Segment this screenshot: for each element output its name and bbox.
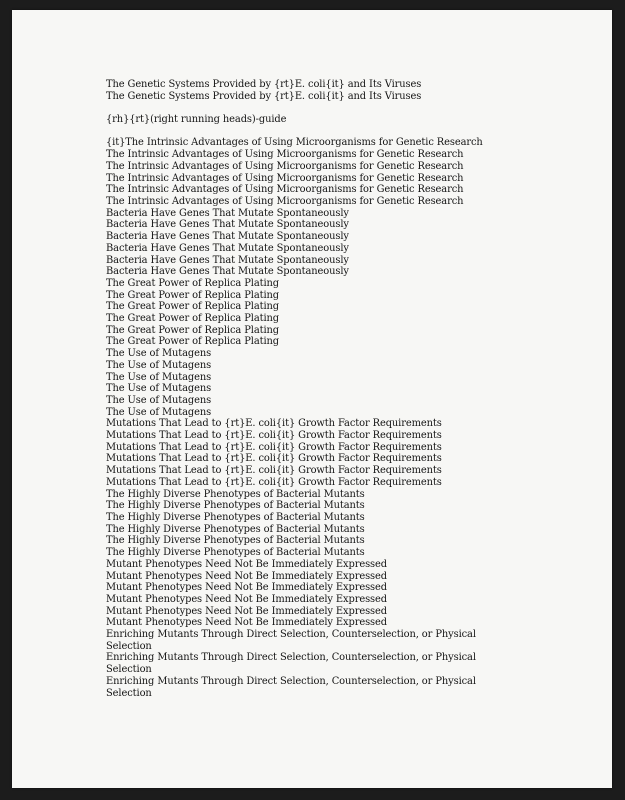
heading-line: {it}The Intrinsic Advantages of Using Microorganisms for Genetic Research [106, 137, 483, 149]
heading-line: Mutant Phenotypes Need Not Be Immediately Expressed [106, 570, 387, 582]
heading-line: The Use of Mutagens [106, 394, 212, 406]
wrapped-heading-line: Enriching Mutants Through Direct Selection, Counterselection, or Physical Selection [106, 675, 476, 699]
guide-line: {rh}{rt}(right running heads)-guide [106, 114, 287, 126]
heading-line: The Use of Mutagens [106, 371, 212, 383]
heading-line: The Intrinsic Advantages of Using Microorganisms for Genetic Research [106, 160, 464, 172]
heading-line: Mutant Phenotypes Need Not Be Immediately Expressed [106, 605, 387, 617]
heading-line: Mutations That Lead to {rt}E. coli{it} Growth Factor Requirements [106, 465, 442, 477]
wrapped-heading-line: Enriching Mutants Through Direct Selection, Counterselection, or Physical Selection [106, 629, 476, 652]
heading-line: Mutations That Lead to {rt}E. coli{it} Growth Factor Requirements [106, 430, 442, 442]
heading-line: The Highly Diverse Phenotypes of Bacterial Mutants [106, 547, 365, 559]
heading-line: Bacteria Have Genes That Mutate Spontaneously [106, 231, 349, 243]
heading-line: Mutant Phenotypes Need Not Be Immediately Expressed [106, 593, 387, 605]
title-line: The Genetic Systems Provided by {rt}E. coli{it} and Its Viruses [106, 79, 422, 90]
heading-line: The Great Power of Replica Plating [106, 324, 280, 336]
heading-line: The Use of Mutagens [106, 359, 212, 371]
heading-line: The Highly Diverse Phenotypes of Bacterial Mutants [106, 511, 365, 523]
heading-line: Mutations That Lead to {rt}E. coli{it} Growth Factor Requirements [106, 418, 442, 430]
document-text [106, 79, 496, 699]
heading-line: Bacteria Have Genes That Mutate Spontaneously [106, 207, 349, 219]
heading-line: The Intrinsic Advantages of Using Microorganisms for Genetic Research [106, 196, 464, 207]
heading-line: The Great Power of Replica Plating [106, 336, 280, 348]
heading-line: Mutations That Lead to {rt}E. coli{it} Growth Factor Requirements [106, 441, 442, 453]
heading-line: The Highly Diverse Phenotypes of Bacterial Mutants [106, 535, 365, 547]
wrapped-heading-line: Enriching Mutants Through Direct Selection, Counterselection, or Physical Selection [106, 652, 476, 676]
heading-line: The Use of Mutagens [106, 348, 212, 360]
heading-line: Mutations That Lead to {rt}E. coli{it} Growth Factor Requirements [106, 476, 442, 488]
heading-line: The Great Power of Replica Plating [106, 301, 280, 313]
heading-line: The Highly Diverse Phenotypes of Bacterial Mutants [106, 488, 365, 500]
heading-line: The Intrinsic Advantages of Using Microorganisms for Genetic Research [106, 172, 464, 184]
heading-line: The Great Power of Replica Plating [106, 289, 280, 301]
heading-line: Mutations That Lead to {rt}E. coli{it} Growth Factor Requirements [106, 453, 442, 465]
heading-line: Bacteria Have Genes That Mutate Spontaneously [106, 242, 349, 254]
heading-line: Mutant Phenotypes Need Not Be Immediately Expressed [106, 582, 387, 594]
heading-line: The Intrinsic Advantages of Using Microorganisms for Genetic Research [106, 149, 464, 161]
heading-line: The Highly Diverse Phenotypes of Bacterial Mutants [106, 500, 365, 512]
heading-line: The Great Power of Replica Plating [106, 313, 280, 325]
heading-line: The Use of Mutagens [106, 383, 212, 395]
heading-line: The Great Power of Replica Plating [106, 277, 280, 289]
heading-line: The Use of Mutagens [106, 406, 212, 418]
heading-line: Bacteria Have Genes That Mutate Spontaneously [106, 254, 349, 266]
heading-line: The Intrinsic Advantages of Using Microorganisms for Genetic Research [106, 184, 464, 196]
blank-line [106, 126, 496, 138]
heading-line: Bacteria Have Genes That Mutate Spontaneously [106, 219, 349, 231]
blank-line [106, 102, 496, 114]
heading-line: Mutant Phenotypes Need Not Be Immediately Expressed [106, 558, 387, 570]
heading-line: Mutant Phenotypes Need Not Be Immediately Expressed [106, 617, 387, 629]
heading-line: Bacteria Have Genes That Mutate Spontaneously [106, 266, 349, 278]
title-line: The Genetic Systems Provided by {rt}E. coli{it} and Its Viruses [106, 90, 422, 102]
heading-line: The Highly Diverse Phenotypes of Bacterial Mutants [106, 523, 365, 535]
